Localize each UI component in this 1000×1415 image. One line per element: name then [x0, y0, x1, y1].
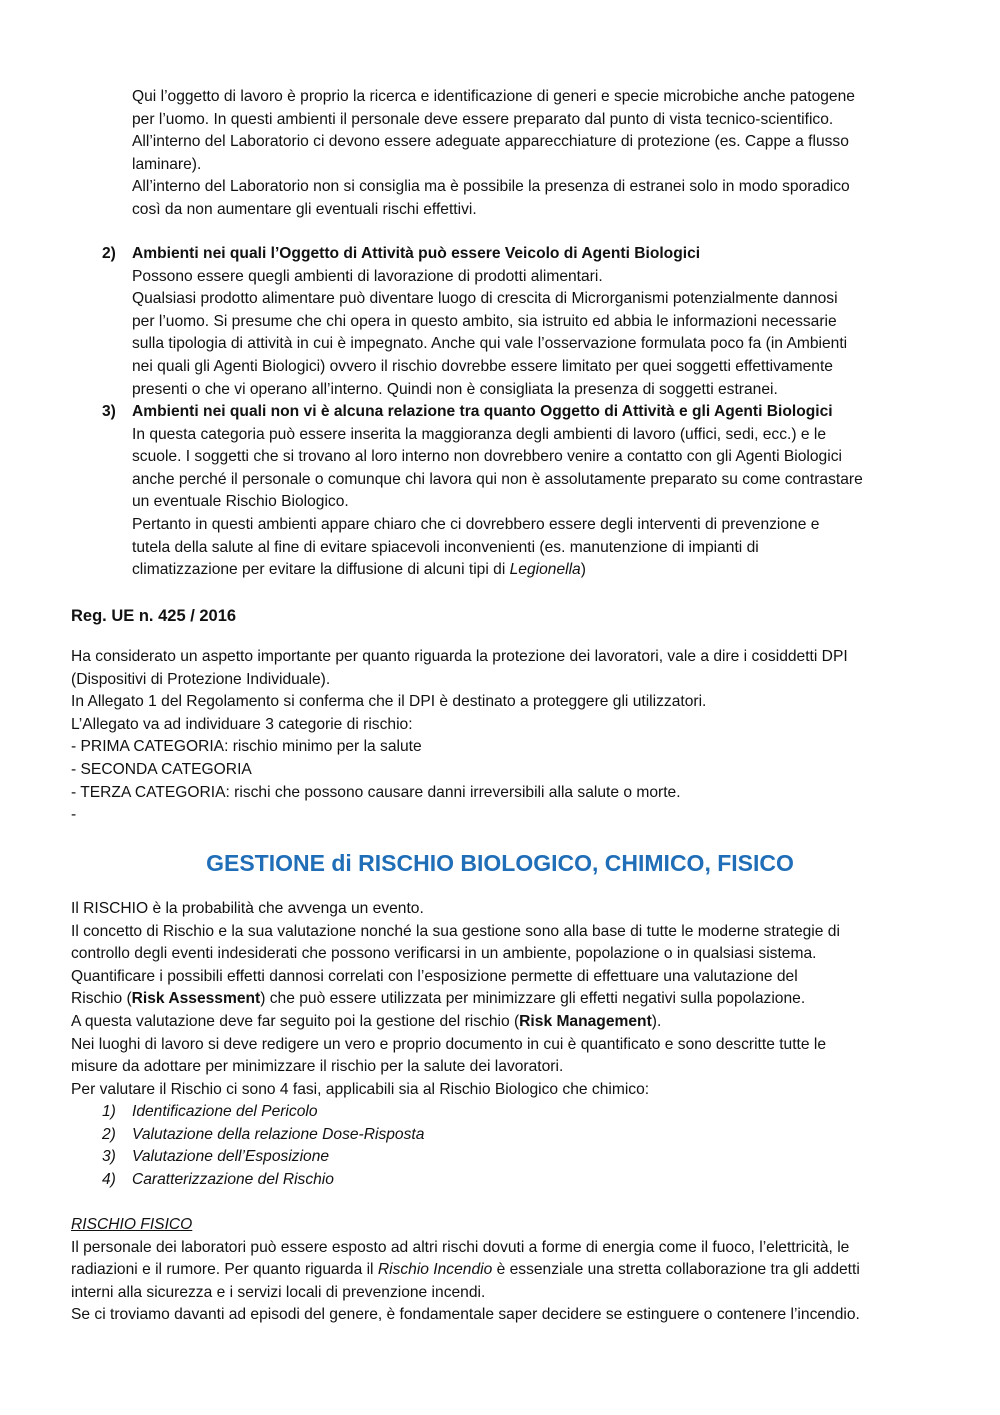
physical-line [71, 1259, 971, 1282]
category-item-2 [102, 243, 848, 401]
regulation-line: Ha considerato un aspetto importante per quanto riguarda la protezione dei lavoratori, vale a dire i cosiddetti DPI [71, 648, 848, 665]
category-title: Ambienti nei quali non vi è alcuna relazione tra quanto Oggetto di Attività e gli Agenti Biologici [132, 403, 833, 420]
section-heading: GESTIONE di RISCHIO BIOLOGICO, CHIMICO, FISICO [206, 850, 794, 876]
intro-line: Qui l’oggetto di lavoro è proprio la ricerca e identificazione di generi e specie microbiche anche patogene [132, 88, 855, 105]
category-line: scuole. I soggetti che si trovano al loro interno non dovrebbero venire a contatto con gli Agenti Biologici [132, 448, 842, 466]
risk-section-body [71, 898, 971, 1101]
physical-risk-title: RISCHIO FISICO [71, 1216, 193, 1233]
risk-line: Per valutare il Rischio ci sono 4 fasi, applicabili sia al Rischio Biologico che chimico: [71, 1080, 650, 1098]
category-line: In questa categoria può essere inserita la maggioranza degli ambienti di lavoro (uffici, sedi, ecc.) e le [132, 425, 827, 443]
risk-line: Nei luoghi di lavoro si deve redigere un vero e proprio documento in cui è quantificato e sono descritte tutte le [71, 1035, 827, 1053]
line-text: Rischio ( [71, 990, 132, 1008]
category-list-item: - [71, 806, 77, 824]
phase-label: Valutazione della relazione Dose-Risposta [132, 1125, 425, 1143]
intro-line: così da non aumentare gli eventuali rischi effettivi. [132, 200, 477, 218]
category-list-item: - SECONDA CATEGORIA [71, 760, 252, 778]
list-number: 2) [102, 245, 116, 262]
category-line: nei quali gli Agenti Biologici) ovvero il rischio dovrebbe essere limitato per quei soggetti effettivamente [132, 357, 833, 375]
physical-risk-section [71, 1214, 971, 1327]
physical-line: Se ci troviamo davanti ad episodi del genere, è fondamentale saper decidere se estinguere o contenere l’incendio. [71, 1306, 860, 1324]
risk-line: controllo degli eventi indesiderati che possono verificarsi in un ambiente, popolazione o in qualsiasi sistema. [71, 945, 817, 963]
risk-line: Il RISCHIO è la probabilità che avvenga un evento. [71, 900, 424, 917]
category-line: Possono essere quegli ambienti di lavorazione di prodotti alimentari. [132, 267, 603, 285]
category-line: Pertanto in questi ambienti appare chiaro che ci dovrebbero essere degli interventi di prevenzione e [132, 515, 820, 533]
regulation-title: Reg. UE n. 425 / 2016 [71, 607, 237, 625]
risk-line [71, 988, 971, 1011]
bold-term: Risk Assessment [131, 990, 261, 1008]
phase-label: Identificazione del Pericolo [132, 1103, 318, 1120]
intro-line: All’interno del Laboratorio non si consiglia ma è possibile la presenza di estranei solo in modo sporadico [132, 178, 850, 196]
phase-item [102, 1146, 424, 1169]
intro-line: All’interno del Laboratorio ci devono essere adeguate apparecchiature di protezione (es. Cappe a flusso [132, 133, 849, 151]
category-line: presenti o che vi operano all’interno. Quindi non è consigliata la presenza di soggetti estranei. [132, 380, 778, 398]
risk-line: misure da adottare per minimizzare il rischio per la salute dei lavoratori. [71, 1058, 564, 1076]
category-title: Ambienti nei quali l’Oggetto di Attività può essere Veicolo di Agenti Biologici [132, 245, 701, 262]
category-line: tutela della salute al fine di evitare spiacevoli inconvenienti (es. manutenzione di impianti di [132, 538, 759, 556]
line-text: ) [580, 561, 586, 579]
italic-term: Rischio Incendio [377, 1261, 493, 1279]
line-text: è essenziale una stretta collaborazione tra gli addetti [492, 1261, 860, 1279]
phase-number: 4) [102, 1170, 116, 1188]
phase-label: Valutazione dell’Esposizione [132, 1148, 330, 1166]
phases-list [102, 1101, 424, 1191]
category-line [132, 559, 863, 582]
category-line: un eventuale Rischio Biologico. [132, 493, 349, 511]
italic-term: Legionella [509, 561, 581, 579]
line-text: ). [651, 1012, 662, 1030]
phase-number: 1) [102, 1103, 116, 1120]
category-line: anche perché il personale o comunque chi lavora qui non è assolutamente preparato su come contrastare [132, 470, 863, 488]
regulation-body [71, 646, 971, 827]
line-text: climatizzazione per evitare la diffusione di alcuni tipi di [132, 561, 510, 579]
category-item-3 [102, 401, 863, 582]
line-text: ) che può essere utilizzata per minimizzare gli effetti negativi sulla popolazione. [260, 990, 806, 1008]
line-text: A questa valutazione deve far seguito poi la gestione del rischio ( [71, 1012, 520, 1030]
risk-line: Il concetto di Rischio e la sua valutazione nonché la sua gestione sono alla base di tutte le moderne strategie di [71, 922, 840, 940]
risk-line [71, 1011, 971, 1034]
phase-label: Caratterizzazione del Rischio [132, 1170, 334, 1188]
category-line: Qualsiasi prodotto alimentare può diventare luogo di crescita di Microrganismi potenzialmente dannosi [132, 290, 838, 308]
regulation-line: In Allegato 1 del Regolamento si conferma che il DPI è destinato a proteggere gli utilizzatori. [71, 693, 707, 711]
category-list-item: - TERZA CATEGORIA: rischi che possono causare danni irreversibili alla salute o morte. [71, 783, 681, 801]
regulation-line: L’Allegato va ad individuare 3 categorie di rischio: [71, 715, 413, 733]
regulation-line: (Dispositivi di Protezione Individuale). [71, 670, 331, 688]
phase-item [102, 1169, 424, 1192]
regulation-section [71, 605, 236, 628]
category-line: per l’uomo. Si presume che chi opera in questo ambito, sia istruito ed abbia le informazioni necessarie [132, 312, 837, 330]
phase-item [102, 1124, 424, 1147]
bold-term: Risk Management [519, 1012, 652, 1030]
phase-number: 3) [102, 1148, 116, 1166]
line-text: radiazioni e il rumore. Per quanto riguarda il [71, 1261, 378, 1279]
physical-line: Il personale dei laboratori può essere esposto ad altri rischi dovuti a forme di energia come il fuoco, l’elettricità, le [71, 1238, 850, 1256]
intro-line: per l’uomo. In questi ambienti il personale deve essere preparato dal punto di vista tecnico-scientifico. [132, 110, 834, 128]
physical-line: interni alla sicurezza e i servizi locali di prevenzione incendi. [71, 1283, 486, 1301]
category-line: sulla tipologia di attività in cui è impegnato. Anche qui vale l’osservazione formulata poco fa (in Ambienti [132, 335, 848, 353]
risk-line: Quantificare i possibili effetti dannosi correlati con l’esposizione permette di effettuare una valutazione del [71, 967, 798, 985]
category-list-item: - PRIMA CATEGORIA: rischio minimo per la salute [71, 738, 422, 756]
list-number: 3) [102, 403, 116, 420]
intro-paragraph [132, 86, 855, 222]
phase-number: 2) [102, 1125, 116, 1143]
phase-item [102, 1101, 424, 1124]
intro-line: laminare). [132, 155, 202, 173]
